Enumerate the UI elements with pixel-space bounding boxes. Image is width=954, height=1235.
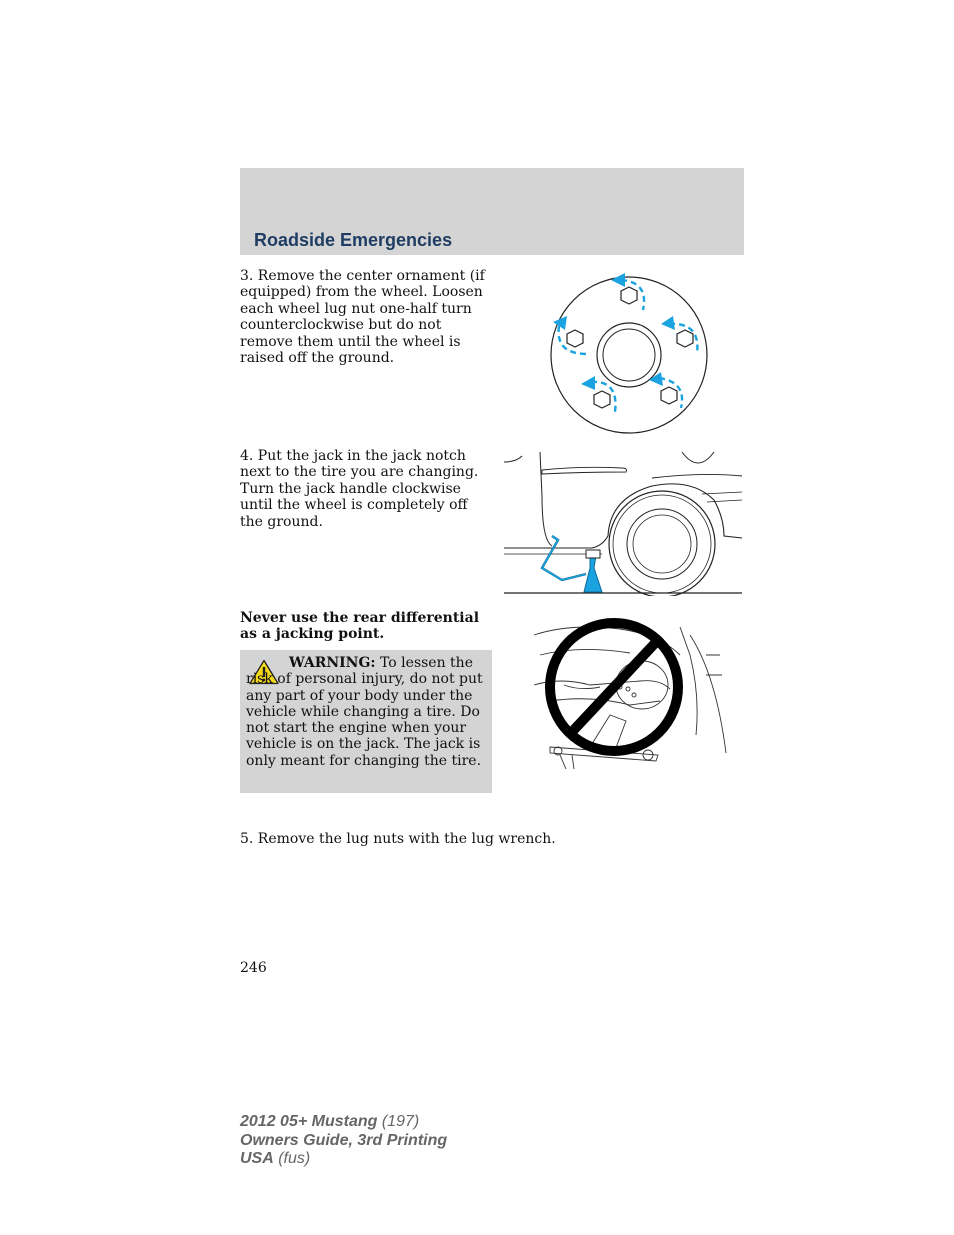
footer-market-code: (fus) bbox=[273, 1150, 311, 1167]
warning-body: To lessen the risk of personal injury, do not put any part of your body under the vehicle while changing a tire. Do not start the engine when your vehicle is on the jack. The jack is only meant for changing the tire. bbox=[246, 655, 483, 769]
caution-text: Never use the rear differential as a jacking point. bbox=[240, 610, 480, 643]
warning-label: WARNING: bbox=[289, 655, 376, 671]
footer-model: 2012 05+ Mustang bbox=[240, 1113, 378, 1130]
warning-text-block bbox=[246, 655, 488, 769]
warning-box bbox=[240, 650, 492, 793]
jack-placement-illustration bbox=[502, 448, 744, 596]
footer-line-1 bbox=[240, 1113, 447, 1132]
step-5-text: 5. Remove the lug nuts with the lug wrench. bbox=[240, 831, 556, 847]
no-rear-differential-jacking-illustration bbox=[530, 615, 730, 773]
document-footer bbox=[240, 1113, 447, 1169]
lug-nut-loosening-illustration bbox=[549, 270, 709, 438]
step-4-text: 4. Put the jack in the jack notch next to the tire you are changing. Turn the jack handle clockwise until the wheel is completely off the ground. bbox=[240, 448, 479, 530]
footer-line-2: Owners Guide, 3rd Printing bbox=[240, 1131, 448, 1149]
footer-market: USA bbox=[240, 1150, 274, 1167]
footer-model-code: (197) bbox=[377, 1113, 420, 1130]
section-title: Roadside Emergencies bbox=[254, 230, 453, 250]
footer-line-3 bbox=[240, 1150, 447, 1169]
section-header bbox=[240, 168, 744, 255]
page-number: 246 bbox=[240, 960, 267, 976]
step-3-text: 3. Remove the center ornament (if equipped) from the wheel. Loosen each wheel lug nut one-half turn counterclockwise but do not remove them until the wheel is raised off the ground. bbox=[240, 268, 485, 367]
